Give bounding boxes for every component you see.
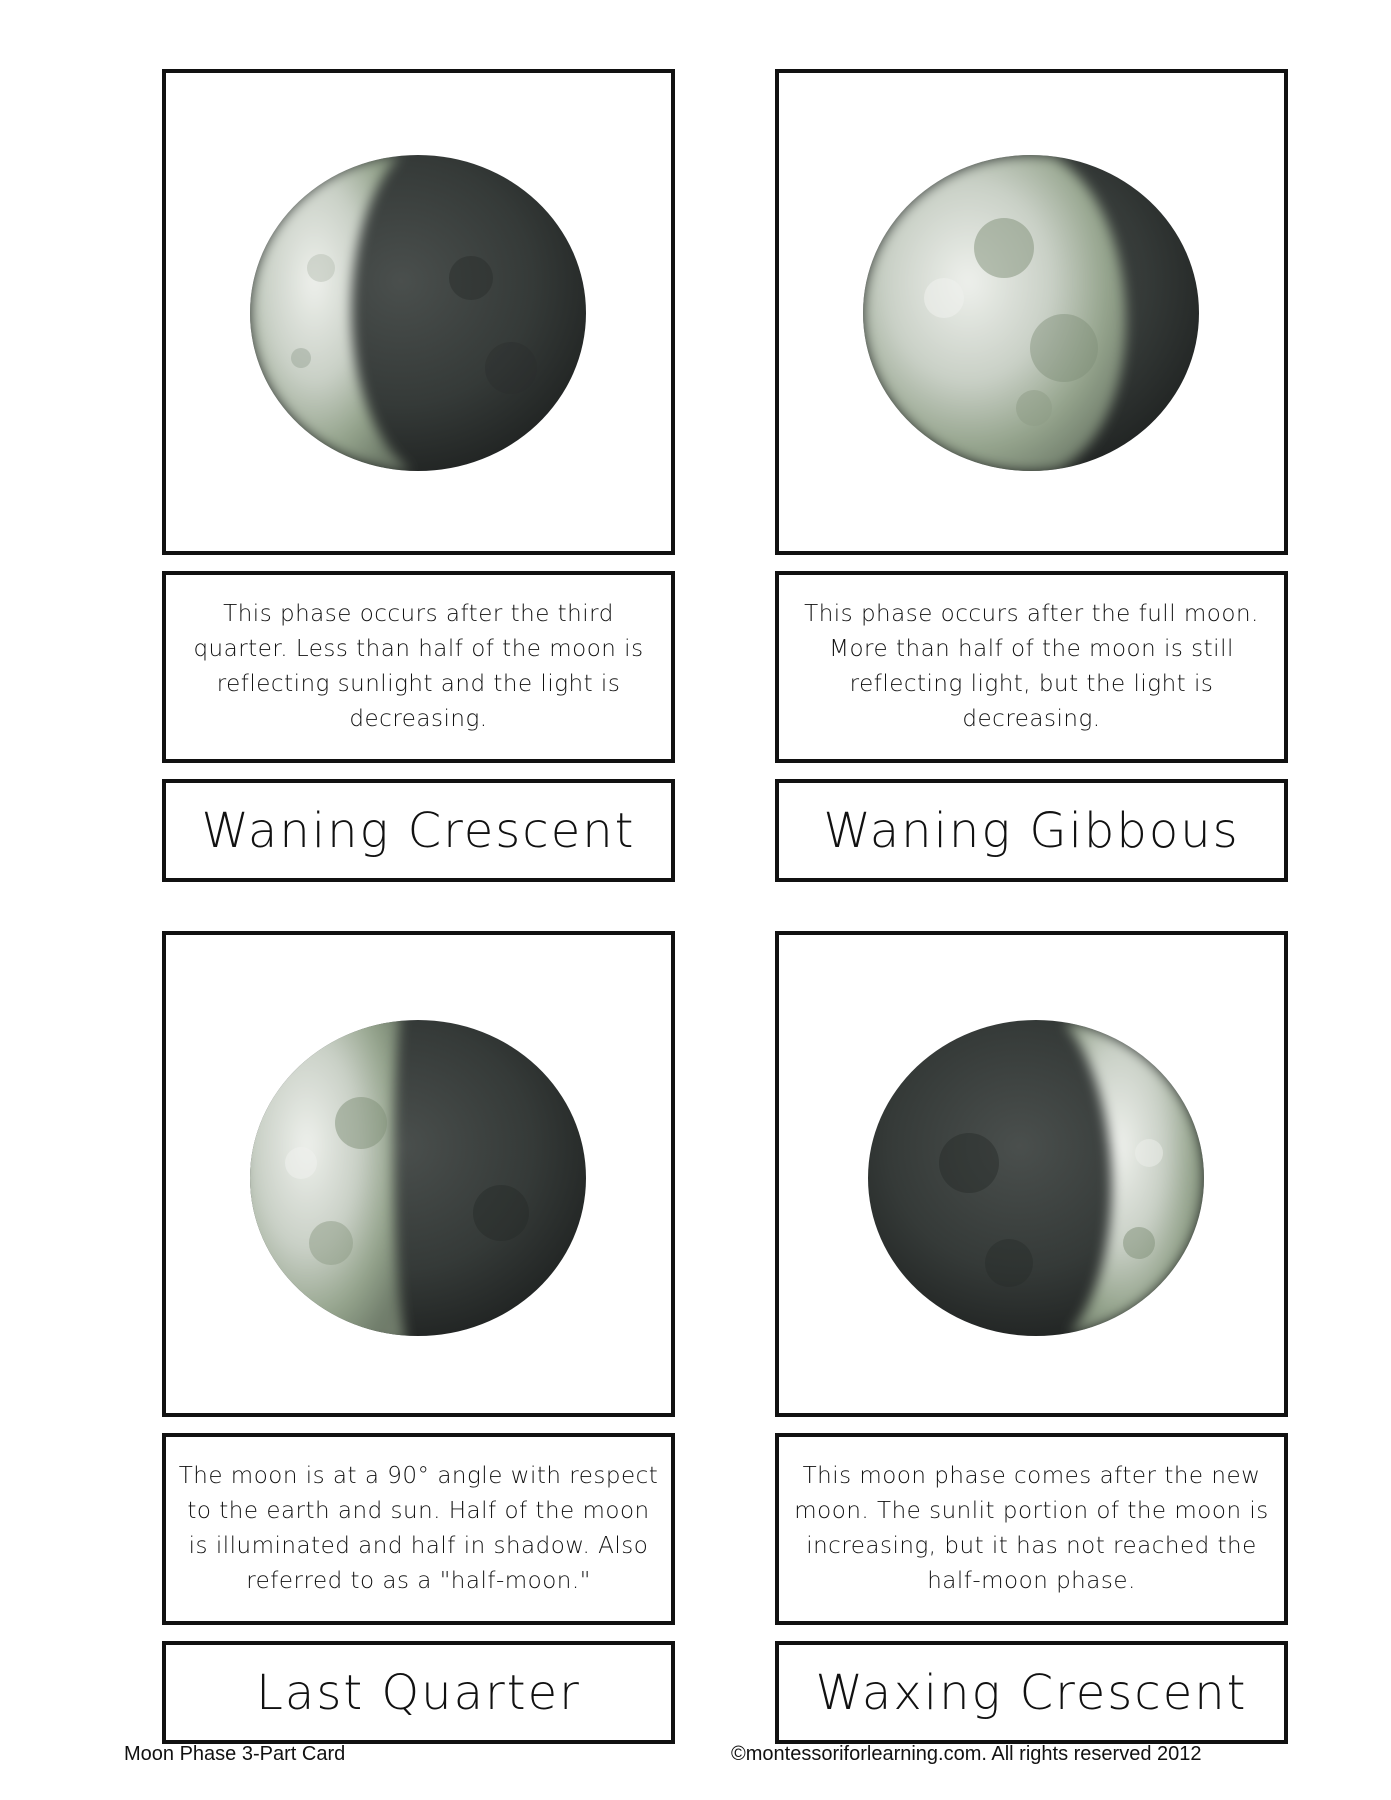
waxing-crescent-moon-icon	[859, 1013, 1214, 1343]
waning-crescent-moon-icon	[241, 148, 596, 478]
phase-name: Waning Gibbous	[823, 802, 1240, 859]
footer-title: Moon Phase 3-Part Card	[124, 1743, 346, 1765]
card-label	[775, 779, 1288, 882]
phase-name: Waxing Crescent	[815, 1664, 1248, 1721]
card-description	[775, 571, 1288, 763]
description-text: This moon phase comes after the new moon. The sunlit portion of the moon is increasing, but it has not reached the half-moon phase.	[794, 1463, 1269, 1594]
card-label	[162, 1641, 675, 1744]
footer-copyright: ©montessoriforlearning.com. All rights reserved 2012	[731, 1743, 1202, 1765]
card-description	[775, 1433, 1288, 1625]
card-description	[162, 571, 675, 763]
card-description	[162, 1433, 675, 1625]
card-image-frame	[775, 931, 1288, 1417]
card-label	[775, 1641, 1288, 1744]
last-quarter-moon-icon	[241, 1013, 596, 1343]
waning-gibbous-moon-icon	[854, 148, 1209, 478]
card-image-frame	[775, 69, 1288, 555]
card-image-frame	[162, 69, 675, 555]
description-text: This phase occurs after the third quarter. Less than half of the moon is reflecting sunlight and the light is decreasing.	[193, 601, 644, 732]
card-label	[162, 779, 675, 882]
description-text: The moon is at a 90° angle with respect to the earth and sun. Half of the moon is illuminated and half in shadow. Also referred to as a "half-moon."	[178, 1463, 659, 1594]
phase-name: Last Quarter	[256, 1664, 581, 1721]
description-text: This phase occurs after the full moon. More than half of the moon is still reflecting light, but the light is decreasing.	[804, 601, 1259, 732]
phase-name: Waning Crescent	[201, 802, 636, 859]
card-image-frame	[162, 931, 675, 1417]
